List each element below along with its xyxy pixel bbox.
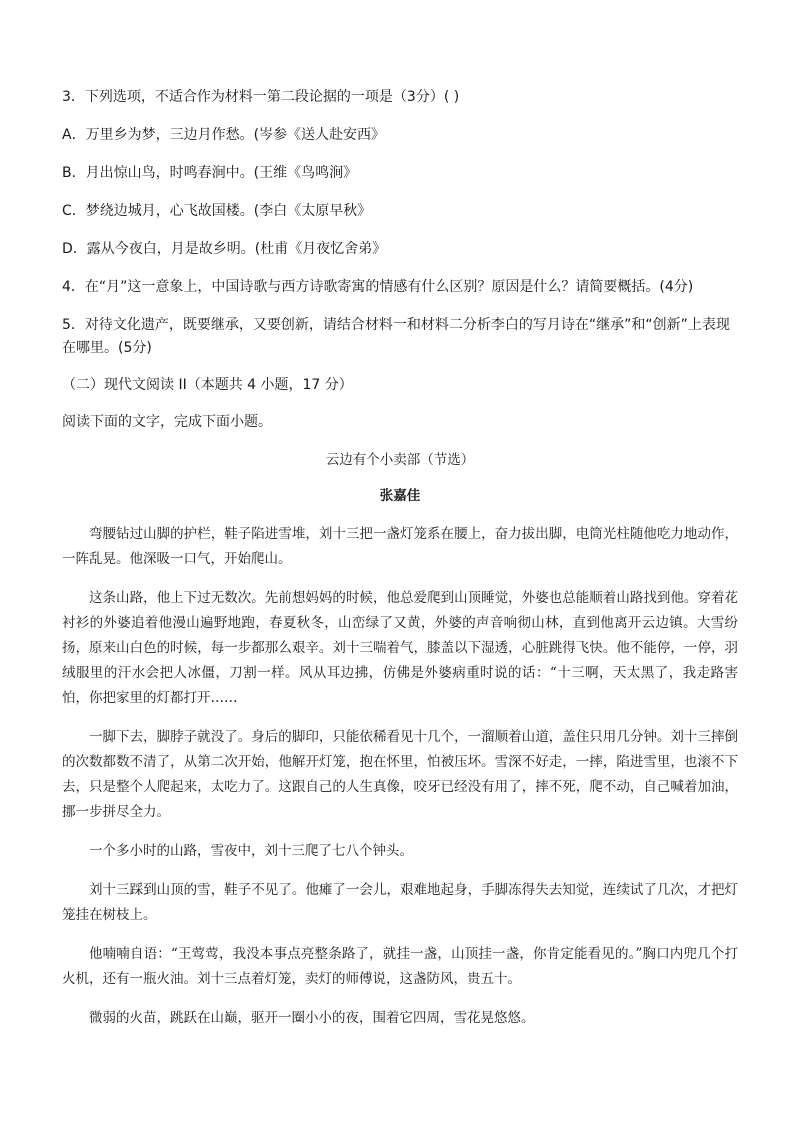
article-paragraph: 这条山路，他上下过无数次。先前想妈妈的时候，他总爱爬到山顶睡觉，外婆也总能顺着山路找到他。穿着花衬衫的外婆追着他漫山遍野地跑，春夏秋冬，山峦绿了又黄，外婆的声音响彻山林，直到他离开云边镇。大雪纷扬，原来山白色的时候，每一步都那么艰辛。刘十三喘着气，膝盖以下湿透，心脏跳得飞快。他不能停，一停，羽绒服里的汗水会把人冰僵，刀割一样。风从耳边拂，仿佛是外婆病重时说的话：“十三啊，天太黑了，我走路害怕，你把家里的灯都打开…… [62,590,738,706]
question-4: 4．在“月”这一意象上，中国诗歌与西方诗歌寄寓的情感有什么区别？原因是什么？请简要概括。(4分) [62,279,694,295]
section-heading: （二）现代文阅读 II（本题共 4 小题，17 分） [62,377,353,393]
article-paragraph: 微弱的火苗，跳跃在山巅，驱开一圈小小的夜，围着它四周，雪花晃悠悠。 [89,1010,535,1026]
article-paragraph: 一个多小时的山路，雪夜中，刘十三爬了七八个钟头。 [89,843,413,859]
question-5: 5．对待文化遗产，既要继承，又要创新，请结合材料一和材料二分析李白的写月诗在“继承”和“创新”上表现在哪里。(5分) [62,317,730,356]
document-page [62,86,738,1045]
question-3-option-c: C．梦绕边城月，心飞故国楼。(李白《太原早秋》 [62,203,372,219]
article-paragraph: 他喃喃自语：“王莺莺，我没本事点亮整条路了，就挂一盏，山顶挂一盏，你肯定能看见的。”胸口内兜几个打火机，还有一瓶火油。刘十三点着灯笼，卖灯的师傅说，这盏防风，贵五十。 [62,946,738,987]
article-author: 张嘉佳 [379,488,421,504]
question-3-option-d: D．露从今夜白，月是故乡明。(杜甫《月夜忆舍弟》 [62,241,387,257]
question-3-stem: 3．下列选项，不适合作为材料一第二段论据的一项是（3分）( ) [62,89,460,105]
reading-instruction: 阅读下面的文字，完成下面小题。 [62,414,272,430]
article-title: 云边有个小卖部（节选） [325,452,475,468]
question-3-option-b: B．月出惊山鸟，时鸣春涧中。(王维《鸟鸣涧》 [62,165,358,181]
article-paragraph: 刘十三踩到山顶的雪，鞋子不见了。他瘫了一会儿，艰难地起身，手脚冻得失去知觉，连续试了几次，才把灯笼挂在树枝上。 [62,882,738,923]
question-3-option-a: A．万里乡为梦，三边月作愁。(岑参《送人赴安西》 [62,127,386,143]
article-paragraph: 一脚下去，脚脖子就没了。身后的脚印，只能依稀看见十几个，一溜顺着山道，盖住只用几分钟。刘十三摔倒的次数都数不清了，从第二次开始，他解开灯笼，抱在怀里，怕被压坏。雪深不好走，一摔，陷进雪里，也滚不下去，只是整个人爬起来，太吃力了。这跟自己的人生真像，咬牙已经没有用了，摔不死，爬不动，自己喊着加油，挪一步拼尽全力。 [62,729,738,820]
article-paragraph: 弯腰钻过山脚的护栏，鞋子陷进雪堆，刘十三把一盏灯笼系在腰上，奋力拔出脚，电筒光柱随他吃力地动作，一阵乱晃。他深吸一口气，开始爬山。 [62,526,738,567]
